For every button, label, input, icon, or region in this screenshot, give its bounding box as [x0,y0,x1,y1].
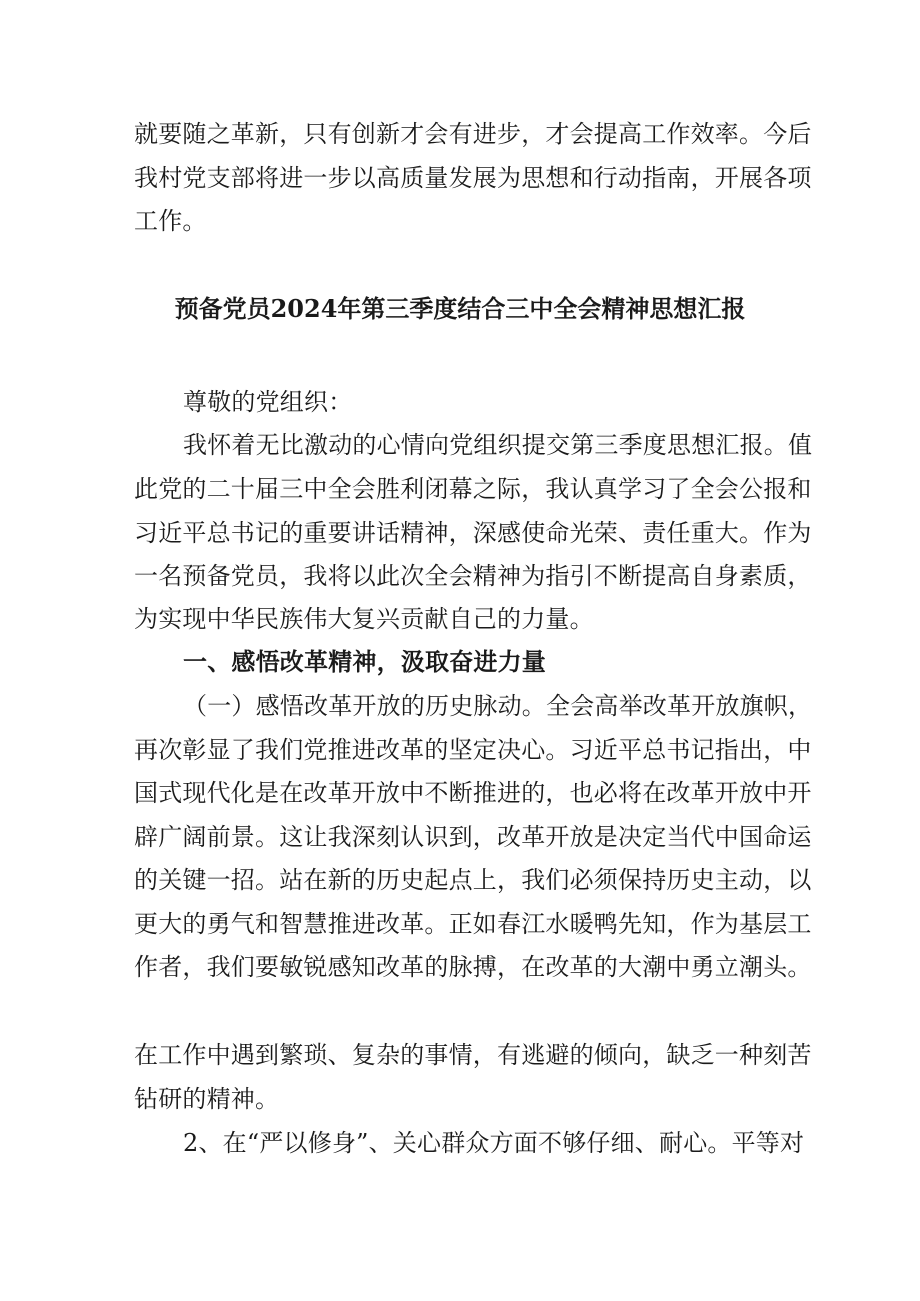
intro-line-2: 我村党支部将进一步以高质量发展为思想和行动指南，开展各项 [134,164,812,192]
para1-line-5: 为实现中华民族伟大复兴贡献自己的力量。 [134,605,594,633]
para3-line-1: 在工作中遇到繁琐、复杂的事情，有逃避的倾向，缺乏一种刻苦 [134,1041,812,1069]
intro-line-3: 工作。 [134,207,207,235]
salutation: 尊敬的党组织： [183,388,353,416]
para1-line-4: 一名预备党员，我将以此次全会精神为指引不断提高自身素质， [134,562,812,590]
para2-line-5: 的关键一招。站在新的历史起点上，我们必须保持历史主动，以 [134,866,812,894]
para2-line-4: 辟广阔前景。这让我深刻认识到，改革开放是决定当代中国命运 [134,823,812,851]
para1-line-1: 我怀着无比激动的心情向党组织提交第三季度思想汇报。值 [183,431,813,459]
section1-heading: 一、感悟改革精神，汲取奋进力量 [183,647,546,676]
para2-line-6: 更大的勇气和智慧推进改革。正如春江水暖鸭先知，作为基层工 [134,910,812,938]
para2-line-1: （一）感悟改革开放的历史脉动。全会高举改革开放旗帜， [183,692,813,720]
para1-line-3: 习近平总书记的重要讲话精神，深感使命光荣、责任重大。作为 [134,519,812,547]
intro-line-1: 就要随之革新，只有创新才会有进步，才会提高工作效率。今后 [134,120,812,148]
para2-line-2: 再次彰显了我们党推进改革的坚定决心。习近平总书记指出，中 [134,736,812,764]
para4-line-1: 2、在“严以修身”、关心群众方面不够仔细、耐心。平等对 [183,1129,805,1157]
document-title: 预备党员2024年第三季度结合三中全会精神思想汇报 [174,294,746,323]
para3-line-2: 钻研的精神。 [134,1085,280,1113]
para1-line-2: 此党的二十届三中全会胜利闭幕之际，我认真学习了全会公报和 [134,475,812,503]
para2-line-7: 作者，我们要敏锐感知改革的脉搏，在改革的大潮中勇立潮头。 [134,953,812,981]
para2-line-3: 国式现代化是在改革开放中不断推进的，也必将在改革开放中开 [134,779,812,807]
